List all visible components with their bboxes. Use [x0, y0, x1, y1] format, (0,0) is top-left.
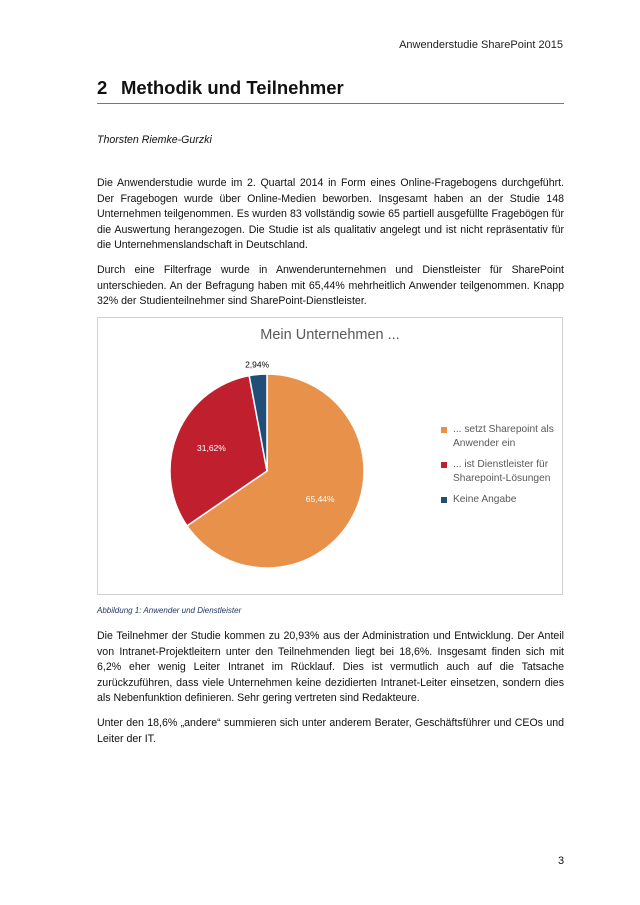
- paragraph-filter: Durch eine Filterfrage wurde in Anwenderunternehmen und Dienstleister für SharePoint unterschieden. An der Befragung haben mit 65,44% mehrheitlich Anwender teilgenommen. Knapp 32% der Studienteilnehmer sind SharePoint-Dienstleister.: [97, 264, 564, 307]
- chapter-number: 2: [97, 77, 108, 98]
- pie-chart: [97, 317, 563, 595]
- paragraph-participants: Die Teilnehmer der Studie kommen zu 20,93% aus der Administration und Entwicklung. Der Anteil von Intranet-Projektleitern unter den Teilnehmenden liegt bei 18,6%. Insgesamt finden sich mit 6,2% eher wenig Leiter Intranet im Rücklauf. Dies ist vermutlich auch auf die Tatsache zurückzuführen, dass viele Unternehmen keine dezidierten Intranet-Leiter einsetzen, sondern dies als Nebenfunktion definieren. Sehr gering vertreten sind Redakteure.: [97, 630, 564, 704]
- legend-item: [441, 458, 559, 486]
- legend-item: [441, 493, 559, 507]
- paragraph-others: Unter den 18,6% „andere“ summieren sich unter anderem Berater, Geschäftsführer und CEOs und Leiter der IT.: [97, 717, 564, 745]
- legend-item: [441, 423, 559, 451]
- legend-swatch: [441, 427, 447, 433]
- pie-data-label: 2,94%: [245, 359, 270, 370]
- page-number: 3: [558, 855, 565, 867]
- legend-swatch: [441, 462, 447, 468]
- chart-title: Mein Unternehmen ...: [260, 327, 400, 343]
- running-header: Anwenderstudie SharePoint 2015: [399, 39, 563, 51]
- chapter-title: Methodik und Teilnehmer: [121, 77, 344, 98]
- legend-swatch: [441, 497, 447, 503]
- figure-caption: Abbildung 1: Anwender und Dienstleister: [97, 606, 242, 615]
- paragraph-intro: Die Anwenderstudie wurde im 2. Quartal 2014 in Form eines Online-Fragebogens durchgeführt. Der Fragebogen wurde über Online-Medien beworben. Insgesamt haben an der Studie 148 Unternehmen teilgenommen. Es wurden 83 vollständig sowie 65 partiell ausgefüllte Fragebögen für die Auswertung herangezogen. Die Studie ist als qualitativ angelegt und ist nicht repräsentativ für die Unternehmenslandschaft in Deutschland.: [97, 177, 564, 251]
- chapter-heading: [97, 77, 564, 104]
- pie-data-label: 31,62%: [197, 442, 226, 453]
- chart-legend: [441, 423, 559, 514]
- legend-label: ... setzt Sharepoint als Anwender ein: [453, 424, 554, 449]
- pie-data-label: 65,44%: [305, 494, 335, 505]
- author-name: Thorsten Riemke-Gurzki: [97, 134, 212, 146]
- legend-label: ... ist Dienstleister für Sharepoint-Lösungen: [453, 459, 551, 484]
- legend-label: Keine Angabe: [453, 494, 517, 505]
